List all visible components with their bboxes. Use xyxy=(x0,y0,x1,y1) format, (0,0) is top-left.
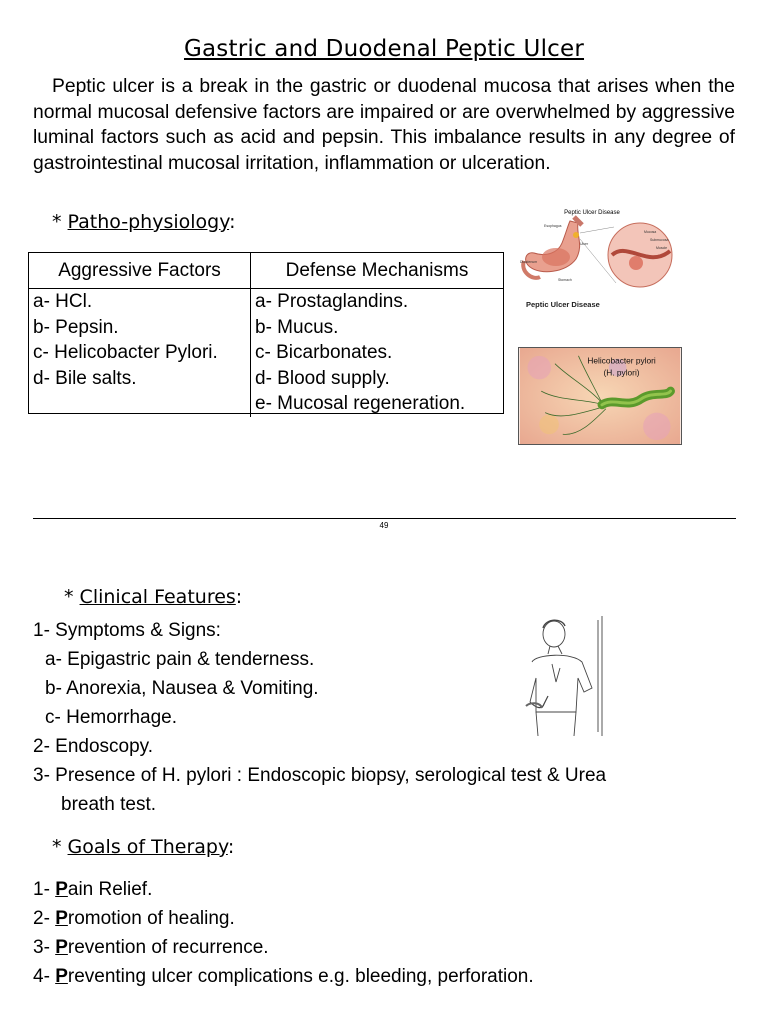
list-item: 3- Presence of H. pylori : Endoscopic biopsy, serological test & Urea xyxy=(33,765,607,786)
defense-mechanisms-header: Defense Mechanisms xyxy=(251,253,503,289)
table-cell: b- Pepsin. xyxy=(33,316,119,338)
table-cell: e- Mucosal regeneration. xyxy=(255,393,466,414)
figure-label: Mucosa xyxy=(644,230,657,234)
figure-caption: Peptic Ulcer Disease xyxy=(526,300,600,309)
patho-physiology-heading: * Patho-physiology: xyxy=(52,211,236,233)
clinical-features-list xyxy=(33,616,606,819)
h-pylori-illustration xyxy=(518,347,682,445)
table-cell: a- Prostaglandins. xyxy=(255,291,409,312)
defense-mechanisms-column xyxy=(251,289,503,417)
page-divider xyxy=(33,518,736,519)
list-item: 1- Symptoms & Signs: xyxy=(33,620,221,641)
figure-label: Muscle xyxy=(656,246,668,250)
h-pylori-label-line1: Helicobacter pylori xyxy=(587,355,656,366)
ulcer-crater xyxy=(629,256,643,270)
table-cell: c- Bicarbonates. xyxy=(255,342,393,363)
page-title: Gastric and Duodenal Peptic Ulcer xyxy=(183,36,585,62)
factors-table xyxy=(28,252,504,414)
figure-label: Submucosa xyxy=(650,238,669,242)
table-cell: d- Blood supply. xyxy=(255,367,390,389)
table-cell: a- HCl. xyxy=(33,291,93,312)
figure-label: Esophagus xyxy=(544,224,562,228)
stomach-lining xyxy=(542,248,570,266)
list-item: 1- Pain Relief. xyxy=(33,879,153,900)
ulcer-spot xyxy=(573,232,579,238)
figure-title: Peptic Ulcer Disease xyxy=(564,210,620,216)
aggressive-factors-column xyxy=(29,289,251,417)
table-cell: c- Helicobacter Pylori. xyxy=(33,342,218,363)
figure-label: Duodenum xyxy=(520,260,538,264)
table-cell: b- Mucus. xyxy=(255,316,339,338)
intro-paragraph: Peptic ulcer is a break in the gastric or duodenal mucosa that arises when the normal mucosal defensive factors are impaired or are overwhelmed by aggressive luminal factors such as acid and pepsin. This imbalance results in any degree of gastrointestinal mucosal irritation, inflammation or ulceration. xyxy=(33,76,735,174)
list-item: a- Epigastric pain & tenderness. xyxy=(45,649,315,670)
list-item: b- Anorexia, Nausea & Vomiting. xyxy=(45,678,319,699)
list-item: 4- Preventing ulcer complications e.g. bleeding, perforation. xyxy=(33,966,534,987)
table-cell: d- Bile salts. xyxy=(33,367,137,389)
list-item: 2- Endoscopy. xyxy=(33,736,154,757)
figure-label: Stomach xyxy=(558,278,572,282)
list-item: c- Hemorrhage. xyxy=(45,707,177,728)
list-item: 2- Promotion of healing. xyxy=(33,908,235,929)
goals-of-therapy-heading: * Goals of Therapy: xyxy=(52,836,235,858)
clinical-features-heading: * Clinical Features: xyxy=(64,586,243,608)
list-item: breath test. xyxy=(61,794,157,815)
page-number: 49 xyxy=(379,521,389,530)
aggressive-factors-header: Aggressive Factors xyxy=(29,253,251,289)
list-item: 3- Prevention of recurrence. xyxy=(33,937,269,958)
h-pylori-label-line2: (H. pylori) xyxy=(603,367,640,378)
peptic-ulcer-illustration xyxy=(518,205,682,313)
figure-label: Ulcer xyxy=(580,242,589,246)
goals-of-therapy-list xyxy=(33,875,534,991)
